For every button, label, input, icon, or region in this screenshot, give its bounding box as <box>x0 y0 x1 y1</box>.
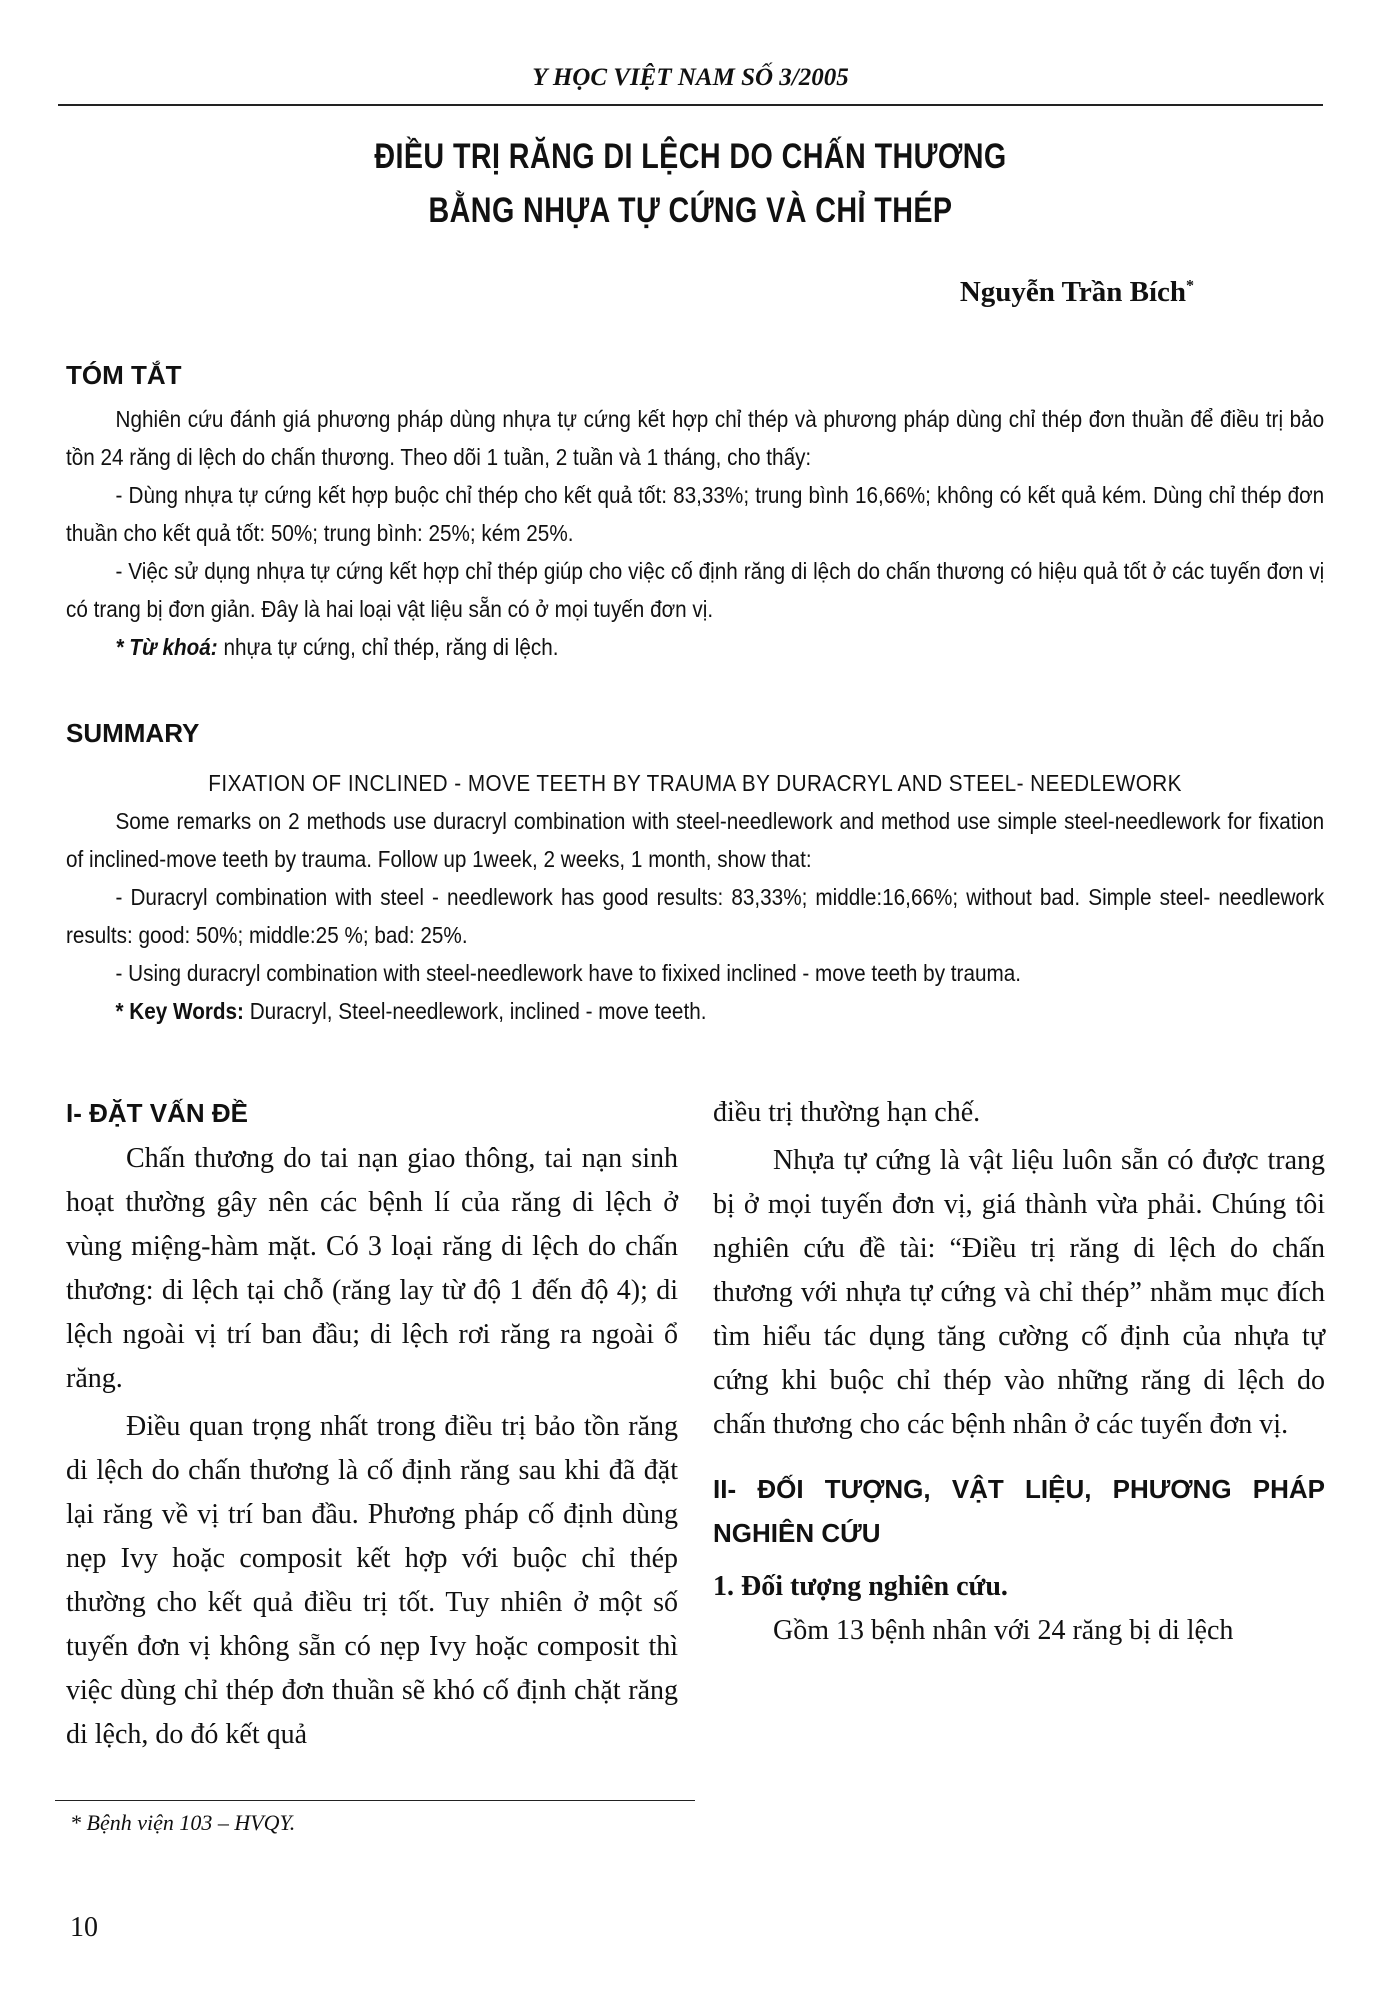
key-words-label: * Key Words: <box>115 998 244 1024</box>
abstract-en-keywords <box>66 992 1324 1030</box>
article-title <box>172 130 1209 238</box>
footnote: * Bệnh viện 103 – HVQY. <box>70 1810 296 1835</box>
abstract-en-paragraph-1: Some remarks on 2 methods use duracryl combination with steel-needlework and method use simple steel-needlework for fixation of inclined-move teeth by trauma. Follow up 1week, 2 weeks, 1 month, show that: <box>66 808 1325 872</box>
section-1-paragraph-2: Điều quan trọng nhất trong điều trị bảo tồn răng di lệch do chấn thương là cố định răng sau khi đã đặt lại răng về vị trí ban đầu. Phương pháp cố định dùng nẹp Ivy hoặc composit kết hợp với buộc chỉ thép thường cho kết quả điều trị tốt. Tuy nhiên ở một số tuyến đơn vị không sẵn có nẹp Ivy hoặc composit thì việc dùng chỉ thép đơn thuần sẽ khó cố định chặt răng di lệch, do đó kết quả <box>66 1411 678 1750</box>
section-1-paragraph-2-continued: điều trị thường hạn chế. <box>713 1097 981 1128</box>
body-column-left <box>66 1091 678 1757</box>
footnote-rule <box>55 1800 695 1801</box>
keywords-text: nhựa tự cứng, chỉ thép, răng di lệch. <box>217 634 559 660</box>
key-words-text: Duracryl, Steel-needlework, inclined - move teeth. <box>243 998 707 1024</box>
abstract-en-paragraph-3: - Using duracryl combination with steel-needlework have to fixixed inclined - move teeth by trauma. <box>115 960 1021 986</box>
author-mark: * <box>1186 277 1194 295</box>
abstract-vi-heading: TÓM TẮT <box>66 360 182 390</box>
subsection-gap <box>713 1557 1325 1565</box>
section-1-paragraph-1: Chấn thương do tai nạn giao thông, tai nạn sinh hoạt thường gây nên các bệnh lí của răng di lệch ở vùng miệng-hàm mặt. Có 3 loại răng di lệch do chấn thương: di lệch tại chỗ (răng lay từ độ 1 đến độ 4); di lệch ngoài vị trí ban đầu; di lệch rơi răng ra ngoài ổ răng. <box>66 1143 678 1394</box>
author <box>960 276 1194 309</box>
section-1-paragraph-3: Nhựa tự cứng là vật liệu luôn sẵn có được trang bị ở mọi tuyến đơn vị, giá thành vừa phải. Chúng tôi nghiên cứu đề tài: “Điều trị răng di lệch do chấn thương với nhựa tự cứng và chỉ thép” nhằm mục đích tìm hiểu tác dụng tăng cường cố định của nhựa tự cứng khi buộc chỉ thép vào những răng di lệch do chấn thương cho các bệnh nhân ở các tuyến đơn vị. <box>713 1145 1325 1440</box>
journal-header: Y HỌC VIỆT NAM SỐ 3/2005 <box>532 64 849 91</box>
abstract-vi-paragraph-1: Nghiên cứu đánh giá phương pháp dùng nhựa tự cứng kết hợp chỉ thép và phương pháp dùng chỉ thép đơn thuần để điều trị bảo tồn 24 răng di lệch do chấn thương. Theo dõi 1 tuần, 2 tuần và 1 tháng, cho thấy: <box>66 406 1325 470</box>
section-1-heading: I- ĐẶT VẤN ĐỀ <box>66 1098 248 1128</box>
article-title-line-1: ĐIỀU TRỊ RĂNG DI LỆCH DO CHẤN THƯƠNG <box>374 137 1007 176</box>
abstract-en-paragraph-2: - Duracryl combination with steel - needlework has good results: 83,33%; middle:16,66%; without bad. Simple steel- needlework results: good: 50%; middle:25 %; bad: 25%. <box>66 884 1325 948</box>
article-title-line-2: BẰNG NHỰA TỰ CỨNG VÀ CHỈ THÉP <box>428 191 953 230</box>
author-name: Nguyễn Trần Bích <box>959 276 1186 308</box>
page-number: 10 <box>70 1912 98 1943</box>
abstract-en <box>66 764 1324 1030</box>
header-rule <box>58 104 1323 106</box>
subsection-1-heading: 1. Đối tượng nghiên cứu. <box>713 1571 1008 1602</box>
summary-heading: SUMMARY <box>66 718 200 748</box>
abstract-vi-keywords <box>66 628 1324 666</box>
section-2-heading: II- ĐỐI TƯỢNG, VẬT LIỆU, PHƯƠNG PHÁP NGHIÊN CỨU <box>713 1474 1325 1548</box>
abstract-vi-paragraph-3: - Việc sử dụng nhựa tự cứng kết hợp chỉ thép giúp cho việc cố định răng di lệch do chấn thương có hiệu quả tốt ở các tuyến đơn vị có trang bị đơn giản. Đây là hai loại vật liệu sẵn có ở mọi tuyến đơn vị. <box>66 558 1325 622</box>
body-column-right <box>713 1091 1325 1653</box>
summary-title: FIXATION OF INCLINED - MOVE TEETH BY TRAUMA BY DURACRYL AND STEEL- NEEDLEWORK <box>208 770 1182 796</box>
section-2-paragraph-1: Gồm 13 bệnh nhân với 24 răng bị di lệch <box>773 1615 1234 1646</box>
section-gap <box>713 1447 1325 1467</box>
abstract-vi-paragraph-2: - Dùng nhựa tự cứng kết hợp buộc chỉ thép cho kết quả tốt: 83,33%; trung bình 16,66%; không có kết quả kém. Dùng chỉ thép đơn thuần cho kết quả tốt: 50%; trung bình: 25%; kém 25%. <box>66 482 1325 546</box>
keywords-label: * Từ khoá: <box>115 634 218 660</box>
abstract-vi <box>66 400 1324 666</box>
